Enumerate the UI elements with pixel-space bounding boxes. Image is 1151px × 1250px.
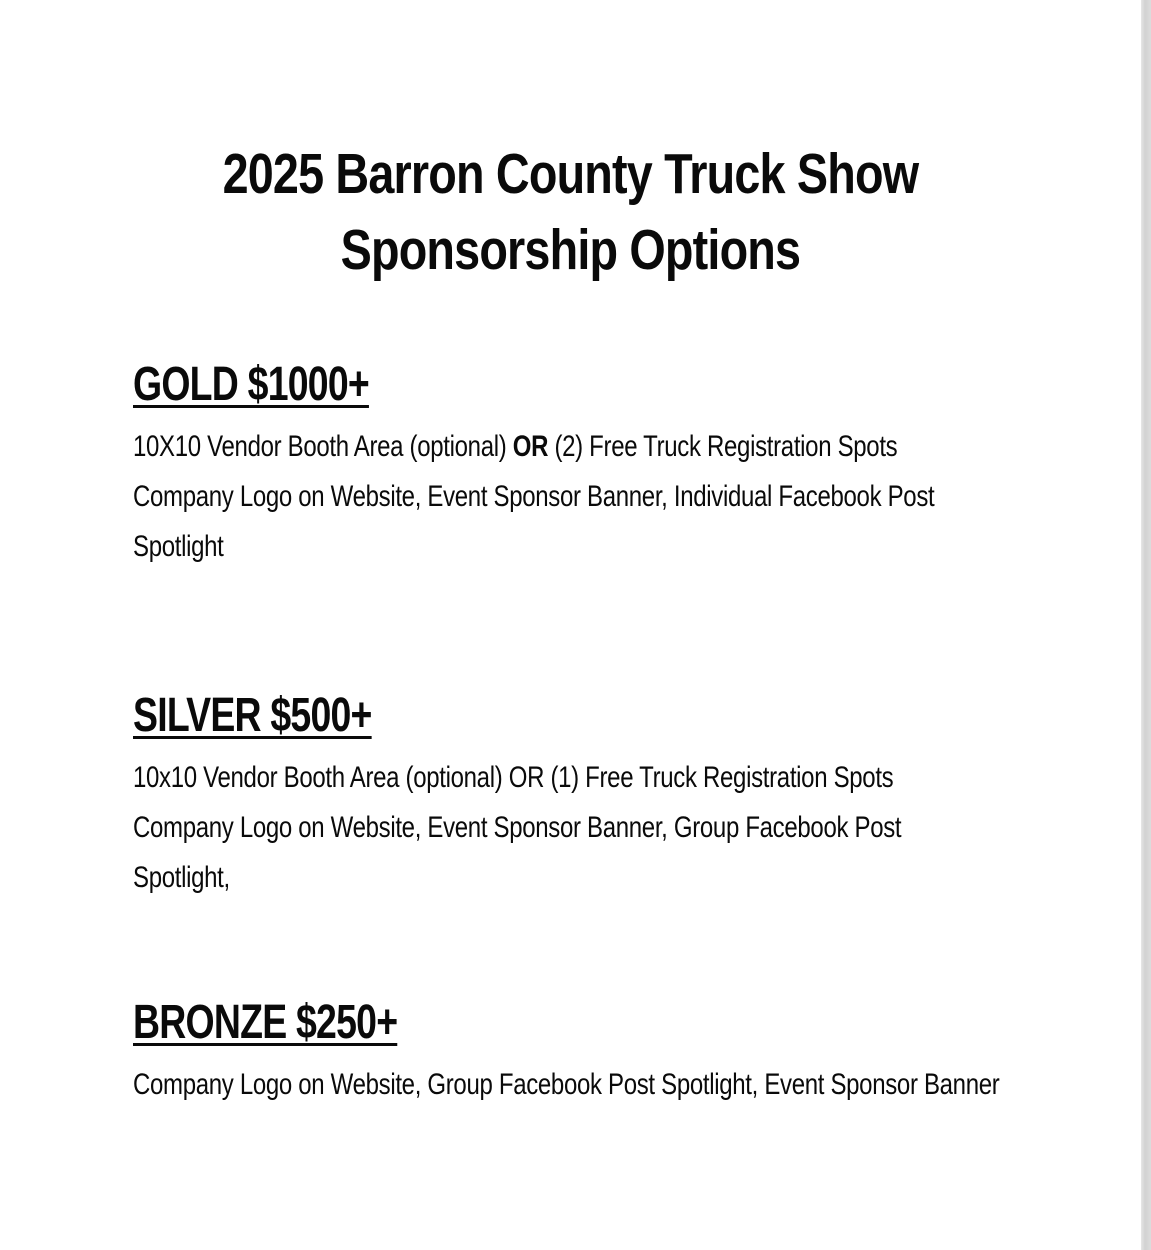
benefit-line: Company Logo on Website, Event Sponsor Banner, Group Facebook Post xyxy=(133,811,902,844)
bronze-tier-benefits xyxy=(133,1060,1113,1110)
benefit-line xyxy=(133,422,1113,472)
benefit-line: Spotlight xyxy=(133,530,224,563)
benefit-line: Company Logo on Website, Event Sponsor Banner, Individual Facebook Post xyxy=(133,480,935,513)
silver-tier-section xyxy=(133,689,1113,903)
benefit-text: 10X10 Vendor Booth Area (optional) xyxy=(133,430,513,463)
bronze-tier-section xyxy=(133,996,1113,1110)
title-line-2: Sponsorship Options xyxy=(340,218,801,282)
gold-tier-section xyxy=(133,358,1113,572)
title-line-1: 2025 Barron County Truck Show xyxy=(222,142,919,206)
benefit-or-bold: OR xyxy=(512,430,549,463)
bronze-tier-heading: BRONZE $250+ xyxy=(133,996,398,1049)
benefit-line: 10x10 Vendor Booth Area (optional) OR (1) Free Truck Registration Spots xyxy=(133,761,894,794)
silver-tier-heading: SILVER $500+ xyxy=(133,689,372,742)
page-title xyxy=(103,136,1039,288)
benefit-line: Spotlight, xyxy=(133,861,230,894)
gold-tier-heading: GOLD $1000+ xyxy=(133,358,369,411)
gold-tier-benefits xyxy=(133,422,1113,572)
silver-tier-benefits xyxy=(133,753,1113,903)
page-edge-shadow xyxy=(1141,0,1151,1250)
benefit-text: (2) Free Truck Registration Spots xyxy=(548,430,898,463)
benefit-line: Company Logo on Website, Group Facebook Post Spotlight, Event Sponsor Banner xyxy=(133,1068,1000,1101)
